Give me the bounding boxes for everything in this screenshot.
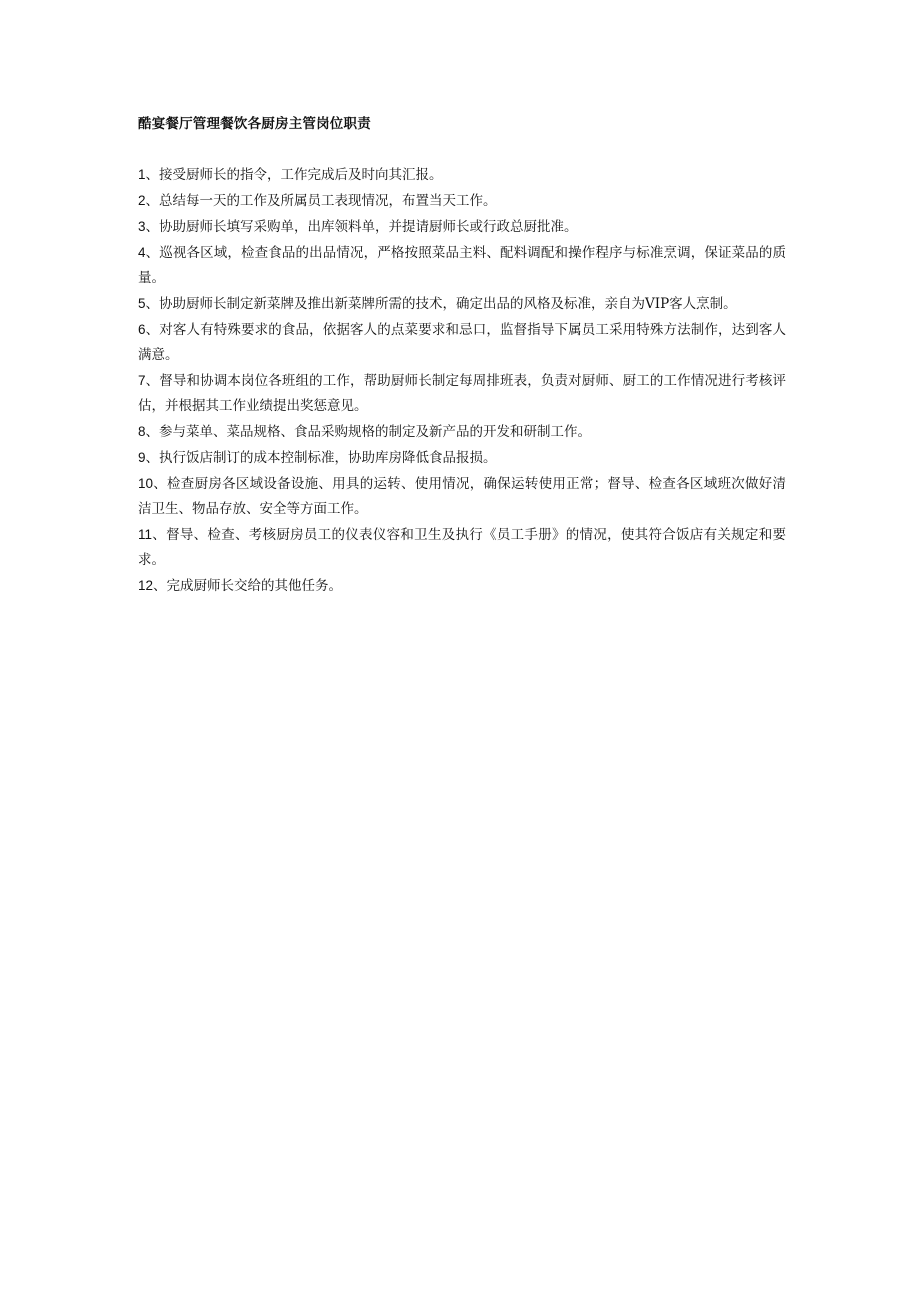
- duty-text: 、参与菜单、菜品规格、食品采购规格的制定及新产品的开发和研制工作。: [145, 424, 592, 440]
- duty-number: 11: [138, 527, 153, 542]
- duty-item-9: [138, 445, 786, 471]
- duty-item-7: [138, 368, 786, 419]
- duty-number: 1: [138, 167, 146, 182]
- duty-text: 、完成厨师长交给的其他任务。: [153, 578, 343, 594]
- duty-number: 9: [138, 450, 146, 465]
- duty-text: 、接受厨师长的指令，工作完成后及时向其汇报。: [145, 167, 443, 183]
- duty-number: 8: [138, 424, 146, 439]
- duty-item-10: [138, 471, 786, 522]
- duty-number: 10: [138, 476, 154, 491]
- duty-number: 12: [138, 578, 154, 593]
- duty-number: 5: [138, 296, 146, 311]
- duty-item-6: [138, 317, 786, 368]
- duty-number: 4: [138, 245, 146, 260]
- duty-list: [138, 162, 786, 599]
- duty-item-8: [138, 419, 786, 445]
- duty-item-5: [138, 291, 786, 317]
- duty-text: 、协助厨师长填写采购单，出库领料单，并提请厨师长或行政总厨批准。: [145, 219, 578, 235]
- duty-number: 3: [138, 219, 146, 234]
- duty-text: 、协助厨师长制定新菜牌及推出新菜牌所需的技术，确定出品的风格及标准，亲自为VIP客人烹制。: [145, 296, 737, 312]
- duty-text: 、督导和协调本岗位各班组的工作，帮助厨师长制定每周排班表，负责对厨师、厨工的工作情况进行考核评估，并根据其工作业绩提出奖惩意见。: [138, 373, 786, 414]
- document-title: 酷宴餐厅管理餐饮各厨房主管岗位职责: [138, 116, 371, 132]
- duty-item-3: [138, 214, 786, 240]
- duty-text: 、总结每一天的工作及所属员工表现情况，布置当天工作。: [145, 193, 497, 209]
- duty-text: 、督导、检查、考核厨房员工的仪表仪容和卫生及执行《员工手册》的情况，使其符合饭店有关规定和要求。: [138, 527, 786, 568]
- duty-text: 、执行饭店制订的成本控制标准，协助库房降低食品报损。: [145, 450, 497, 466]
- duty-item-1: [138, 162, 786, 188]
- duty-text: 、检查厨房各区域设备设施、用具的运转、使用情况，确保运转使用正常；督导、检查各区域班次做好清洁卫生、物品存放、安全等方面工作。: [138, 476, 786, 517]
- duty-text: 、巡视各区域，检查食品的出品情况，严格按照菜品主料、配料调配和操作程序与标准烹调，保证菜品的质量。: [138, 245, 786, 286]
- duty-item-4: [138, 240, 786, 291]
- duty-item-12: [138, 573, 786, 599]
- duty-item-11: [138, 522, 786, 573]
- document-body: [138, 112, 786, 599]
- duty-number: 6: [138, 322, 146, 337]
- duty-item-2: [138, 188, 786, 214]
- duty-text: 、对客人有特殊要求的食品，依据客人的点菜要求和忌口，监督指导下属员工采用特殊方法制作，达到客人满意。: [138, 322, 786, 363]
- duty-number: 2: [138, 193, 146, 208]
- duty-number: 7: [138, 373, 146, 388]
